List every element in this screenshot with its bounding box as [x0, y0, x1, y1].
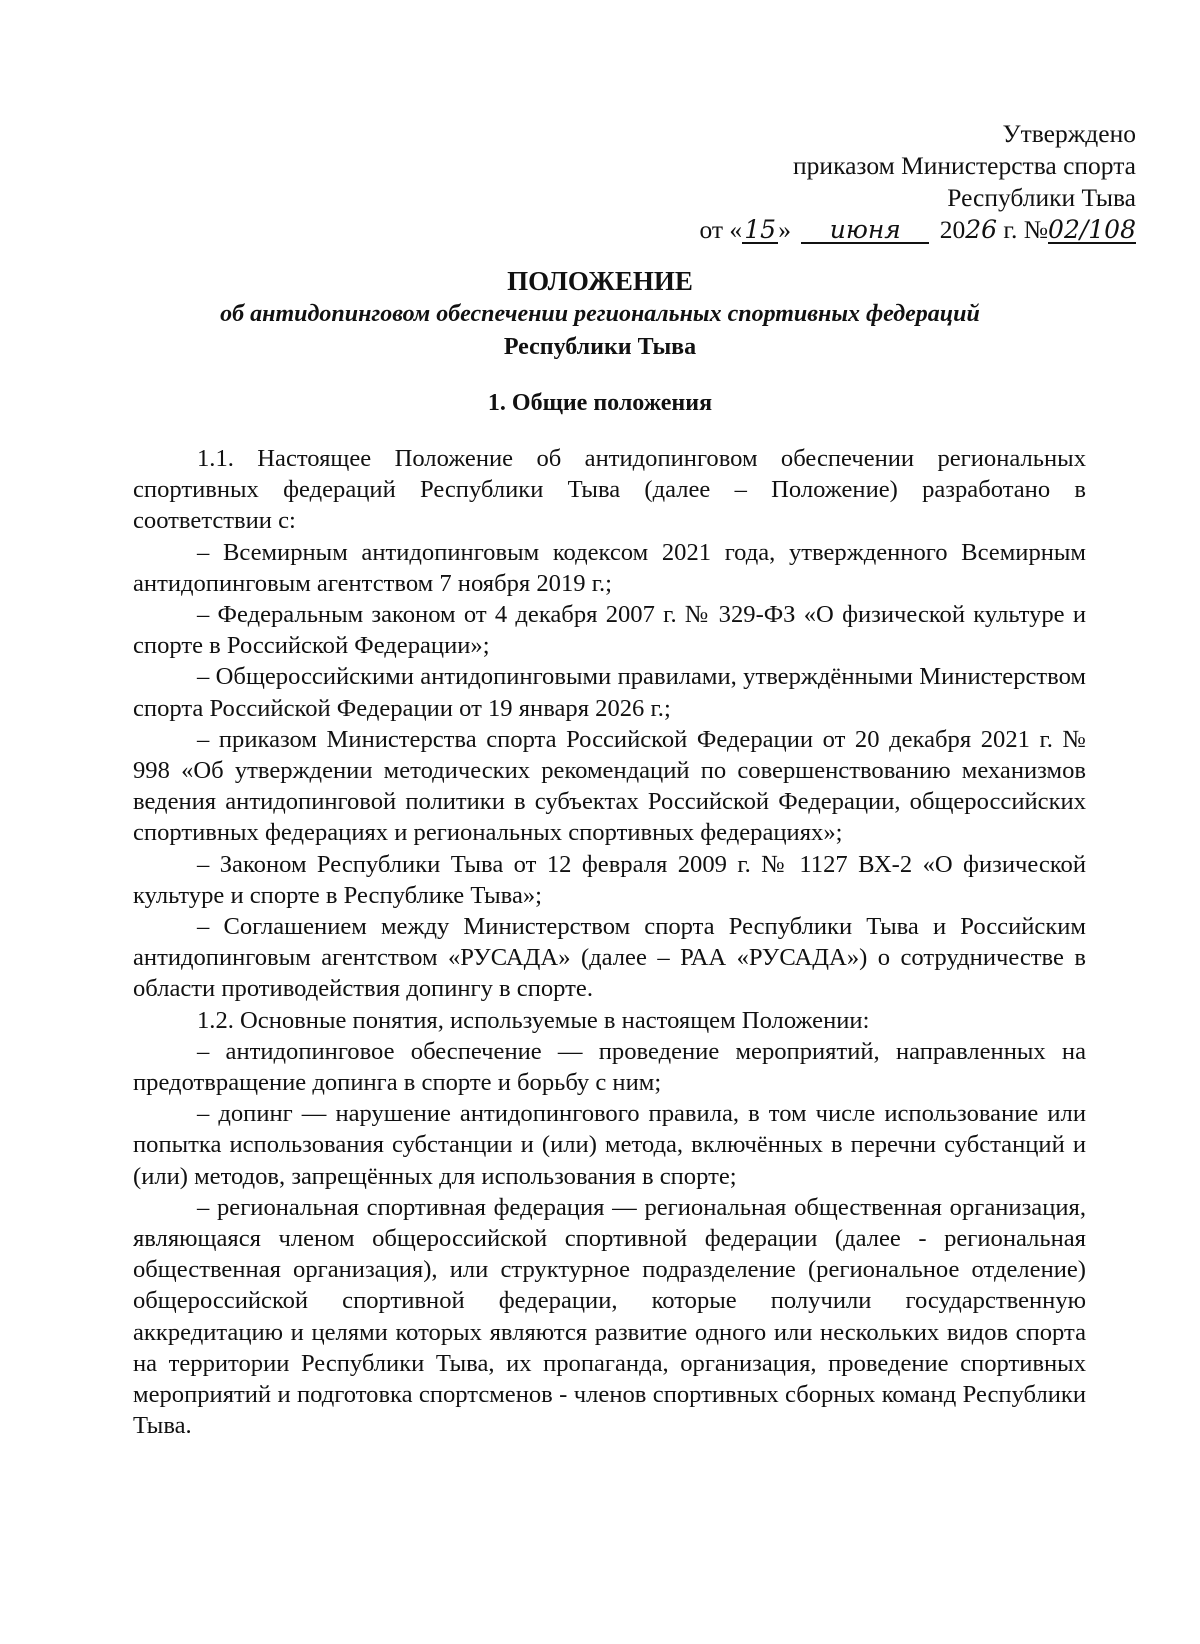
paragraph: – допинг — нарушение антидопингового правила, в том числе использование или попытка использования субстанции и (или) метода, включённых в перечни субстанций и (или) методов, запрещённых для использования в спорте; [133, 1100, 1086, 1190]
title-subtitle: об антидопинговом обеспечении региональных спортивных федераций [220, 301, 980, 327]
section-heading: 1. Общие положения [487, 390, 713, 416]
paragraph: – Федеральным законом от 4 декабря 2007 г. № 329-ФЗ «О физической культуре и спорте в Российской Федерации»; [133, 601, 1086, 660]
date-day: 15 [742, 218, 778, 244]
approval-line-1: Утверждено [1002, 119, 1136, 148]
approval-stamp [700, 118, 1137, 246]
title-main: ПОЛОЖЕНИЕ [507, 266, 693, 296]
paragraph: – региональная спортивная федерация — региональная общественная организация, являющаяся членом общероссийской спортивной федерации (далее - региональная общественная организация), или структурное подразделение (региональное отделение) общероссийской спортивной федерации, которые получили государственную аккредитацию и целями которых являются развитие одного или нескольких видов спорта на территории Республики Тыва, их пропаганда, организация, проведение спортивных мероприятий и подготовка спортсменов - членов спортивных сборных команд Республики Тыва. [133, 1193, 1086, 1440]
title-subtitle-2: Республики Тыва [503, 334, 697, 360]
year-tail: г. № [997, 215, 1049, 244]
date-mid: » [778, 215, 791, 244]
document-body [133, 443, 1086, 1442]
date-prefix: от « [699, 215, 743, 244]
date-month: июня [801, 218, 929, 244]
order-number: 02/108 [1048, 215, 1136, 244]
approval-line-3: Республики Тыва [947, 183, 1136, 212]
paragraph: – Общероссийскими антидопинговыми правилами, утверждёнными Министерством спорта Российской Федерации от 19 января 2026 г.; [133, 663, 1086, 722]
year-prefix: 20 [939, 215, 966, 244]
paragraph: – Всемирным антидопинговым кодексом 2021 года, утвержденного Всемирным антидопинговым агентством 7 ноября 2019 г.; [133, 538, 1086, 597]
paragraph: 1.1. Настоящее Положение об антидопинговом обеспечении региональных спортивных федераций Республики Тыва (далее – Положение) разработано в соответствии с: [133, 445, 1086, 535]
paragraph: 1.2. Основные понятия, используемые в настоящем Положении: [197, 1006, 870, 1034]
year-suffix: 26 [965, 215, 997, 244]
paragraph: – приказом Министерства спорта Российской Федерации от 20 декабря 2021 г. № 998 «Об утверждении методических рекомендаций по совершенствованию механизмов ведения антидопинговой политики в субъектах Российской Федерации, общероссийских спортивных федерациях и региональных спортивных федерациях»; [133, 725, 1086, 847]
document-title [0, 264, 1200, 364]
approval-line-2: приказом Министерства спорта [793, 151, 1136, 180]
paragraph: – Законом Республики Тыва от 12 февраля 2009 г. № 1127 ВХ-2 «О физической культуре и спорте в Республике Тыва»; [133, 850, 1086, 909]
approval-date-line [700, 214, 1137, 246]
paragraph: – Соглашением между Министерством спорта Республики Тыва и Российским антидопинговым агентством «РУСАДА» (далее – РАА «РУСАДА») о сотрудничестве в области противодействия допингу в спорте. [133, 913, 1086, 1003]
paragraph: – антидопинговое обеспечение — проведение мероприятий, направленных на предотвращение допинга в спорте и борьбу с ним; [133, 1037, 1086, 1097]
